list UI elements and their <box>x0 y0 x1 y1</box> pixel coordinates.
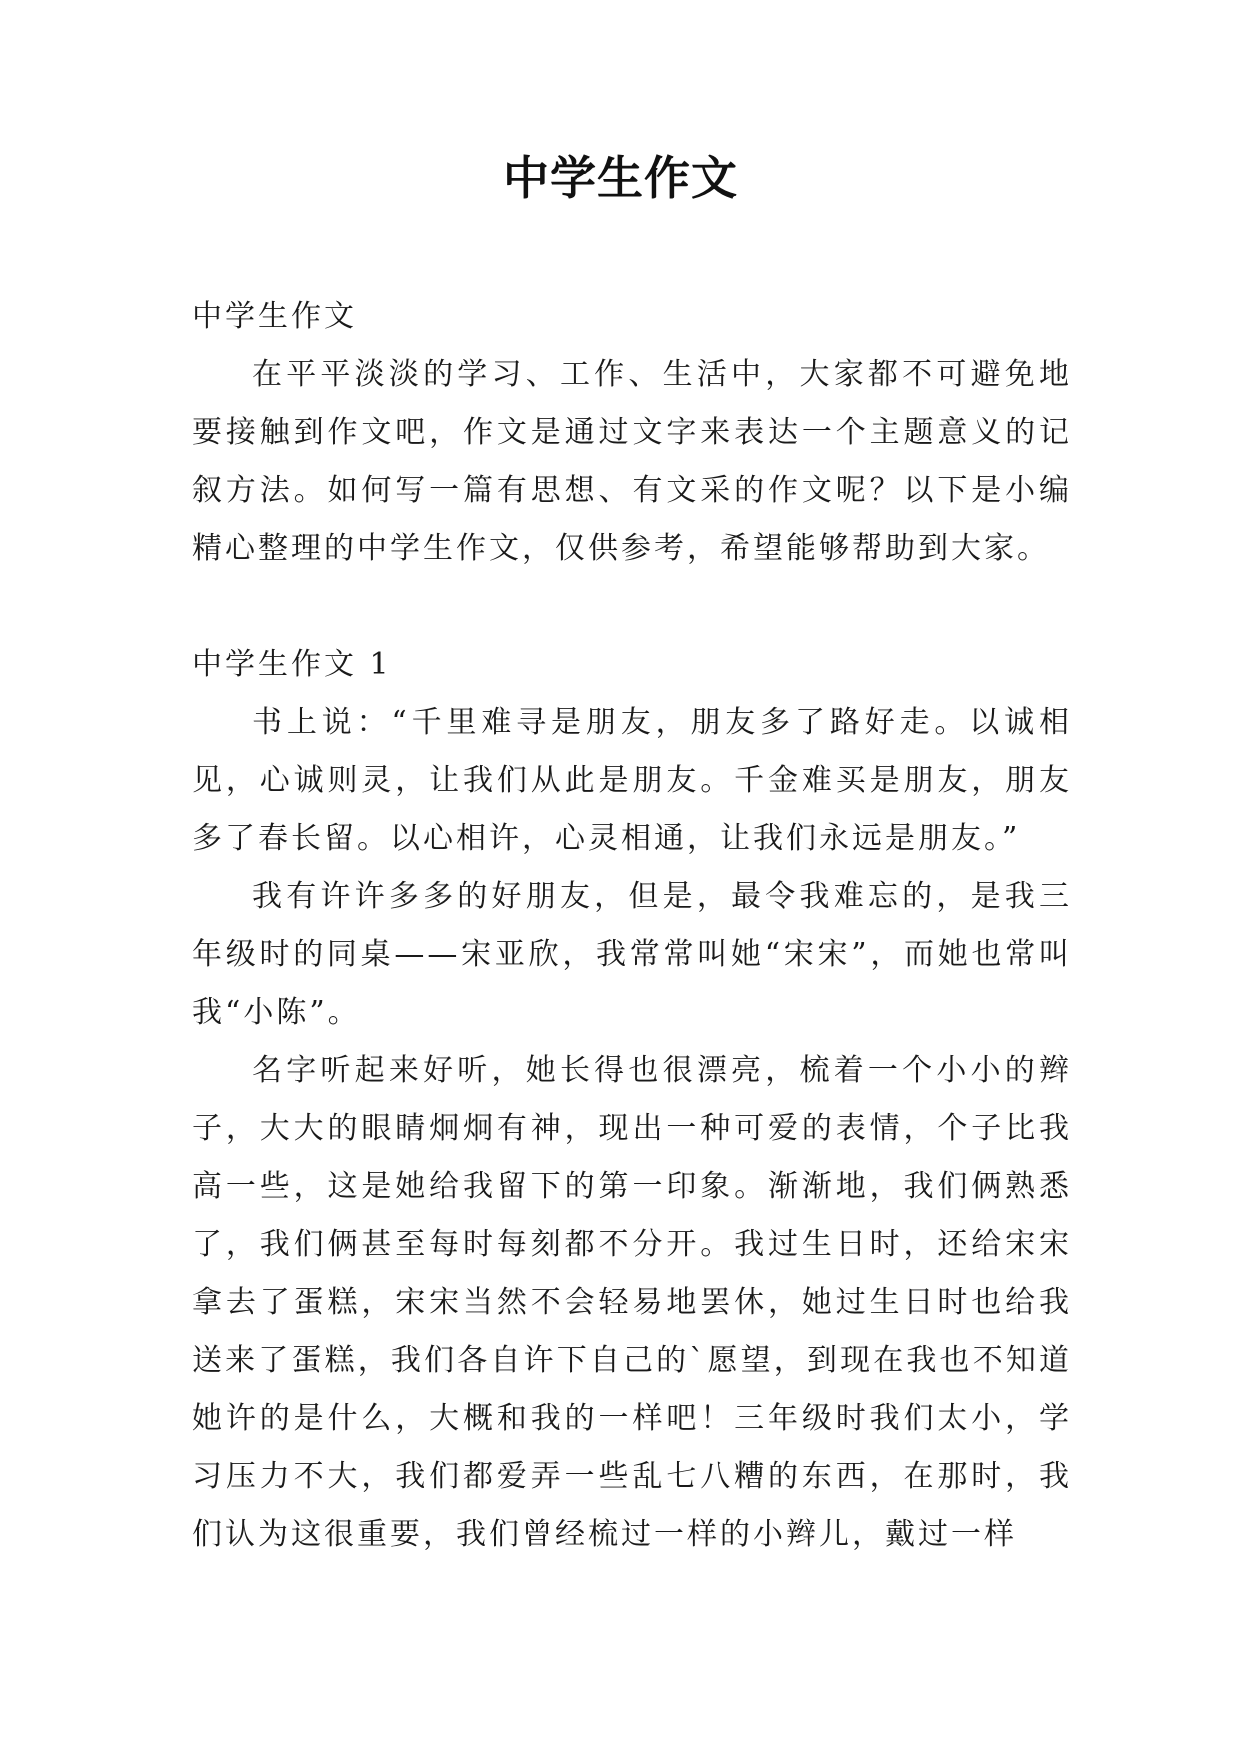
document-body <box>192 288 1072 1564</box>
intro-heading: 中学生作文 <box>192 299 357 334</box>
document-title: 中学生作文 <box>503 151 738 205</box>
paragraph-description: 名字听起来好听，她长得也很漂亮，梳着一个小小的辫子，大大的眼睛炯炯有神，现出一种可爱的表情，个子比我高一些，这是她给我留下的第一印象。渐渐地，我们俩熟悉了，我们俩甚至每时每刻都不分开。我过生日时，还给宋宋拿去了蛋糕，宋宋当然不会轻易地罢休，她过生日时也给我送来了蛋糕，我们各自许下自己的`愿望，到现在我也不知道她许的是什么，大概和我的一样吧！三年级时我们太小，学习压力不大，我们都爱弄一些乱七八糟的东西，在那时，我们认为这很重要，我们曾经梳过一样的小辫儿，戴过一样 <box>192 1053 1072 1552</box>
paragraph-quote: 书上说：“千里难寻是朋友，朋友多了路好走。以诚相见，心诚则灵，让我们从此是朋友。千金难买是朋友，朋友多了春长留。以心相许，心灵相通，让我们永远是朋友。” <box>192 705 1072 856</box>
section-spacer <box>192 578 1072 636</box>
intro-paragraph: 在平平淡淡的学习、工作、生活中，大家都不可避免地要接触到作文吧，作文是通过文字来表达一个主题意义的记叙方法。如何写一篇有思想、有文采的作文呢？以下是小编精心整理的中学生作文，仅供参考，希望能够帮助到大家。 <box>192 357 1072 566</box>
section-heading: 中学生作文 1 <box>192 647 392 682</box>
paragraph-friend: 我有许许多多的好朋友，但是，最令我难忘的，是我三年级时的同桌——宋亚欣，我常常叫她“宋宋”，而她也常叫我“小陈”。 <box>192 879 1072 1030</box>
